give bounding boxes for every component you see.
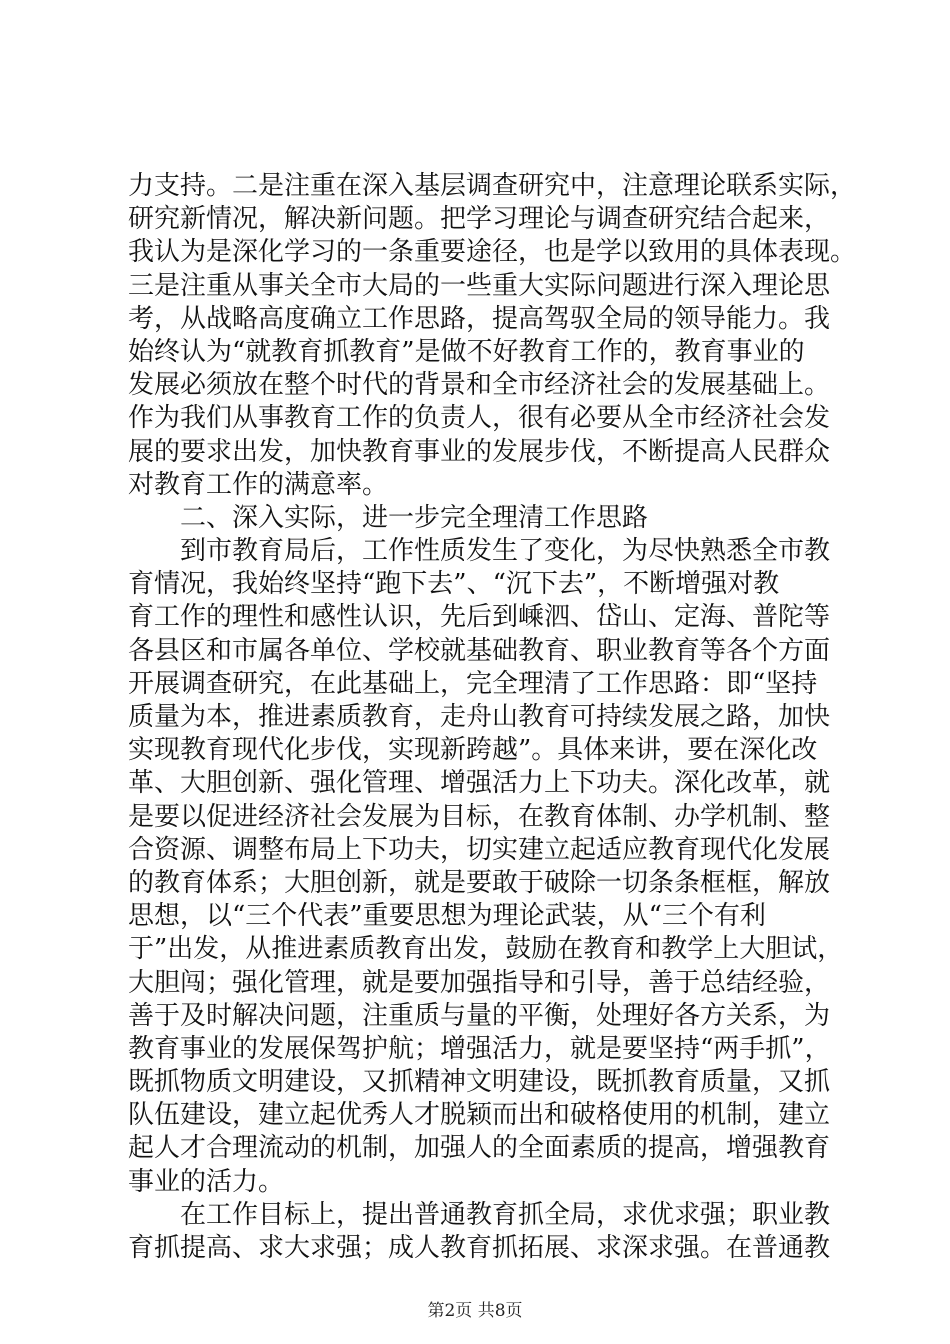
text-line: 研究新情况，解决新问题。把学习理论与调查研究结合起来， [128,204,831,235]
text-line: 三是注重从事关全市大局的一些重大实际问题进行深入理论思 [128,270,831,301]
text-line: 既抓物质文明建设，又抓精神文明建设，既抓教育质量，又抓 [128,1067,831,1098]
text-line: 善于及时解决问题，注重质与量的平衡，处理好各方关系，为 [128,1000,831,1031]
text-line: 考，从战略高度确立工作思路，提高驾驭全局的领导能力。我 [128,303,831,334]
section-heading: 二、深入实际，进一步完全理清工作思路 [128,502,649,533]
text-line: 起人才合理流动的机制，加强人的全面素质的提高，增强教育 [128,1133,831,1164]
text-line: 我认为是深化学习的一条重要途径，也是学以致用的具体表现。 [128,237,857,268]
page-footer: 第2页 共8页 [427,1301,523,1321]
text-line: 育抓提高、求大求强；成人教育抓拓展、求深求强。在普通教 [128,1233,831,1263]
text-line: 始终认为“就教育抓教育”是做不好教育工作的，教育事业的 [128,336,805,367]
text-line: 革、大胆创新、强化管理、增强活力上下功夫。深化改革，就 [128,768,831,799]
text-line: 到市教育局后，工作性质发生了变化，为尽快熟悉全市教 [128,536,831,567]
text-line: 各县区和市属各单位、学校就基础教育、职业教育等各个方面 [128,635,831,666]
text-line: 力支持。二是注重在深入基层调查研究中，注意理论联系实际， [128,171,857,201]
text-line: 展的要求出发，加快教育事业的发展步伐，不断提高人民群众 [128,436,831,467]
text-line: 合资源、调整布局上下功夫，切实建立起适应教育现代化发展 [128,834,831,865]
text-line: 开展调查研究，在此基础上，完全理清了工作思路：即“坚持 [128,668,818,699]
text-line: 的教育体系；大胆创新，就是要敢于破除一切条条框框，解放 [128,867,831,898]
text-line: 发展必须放在整个时代的背景和全市经济社会的发展基础上。 [128,370,831,401]
text-line: 事业的活力。 [128,1166,285,1197]
text-line: 育工作的理性和感性认识，先后到嵊泗、岱山、定海、普陀等 [128,602,831,633]
text-line: 大胆闯；强化管理，就是要加强指导和引导，善于总结经验， [128,967,831,998]
text-line: 是要以促进经济社会发展为目标，在教育体制、办学机制、整 [128,801,831,832]
text-line: 育情况，我始终坚持“跑下去”、“沉下去”，不断增强对教 [128,569,780,600]
text-line: 实现教育现代化步伐，实现新跨越”。具体来讲，要在深化改 [128,735,818,766]
text-line: 于”出发，从推进素质教育出发，鼓励在教育和教学上大胆试， [128,934,844,965]
text-line: 思想，以“三个代表”重要思想为理论武装，从“三个有利 [128,901,766,932]
body-text [128,170,857,1265]
text-line: 对教育工作的满意率。 [128,469,389,500]
text-line: 队伍建设，建立起优秀人才脱颖而出和破格使用的机制，建立 [128,1100,831,1131]
text-line: 作为我们从事教育工作的负责人，很有必要从全市经济社会发 [128,403,831,434]
text-line: 质量为本，推进素质教育，走舟山教育可持续发展之路，加快 [128,702,831,732]
text-line: 教育事业的发展保驾护航；增强活力，就是要坚持“两手抓”， [128,1033,831,1064]
text-line: 在工作目标上，提出普通教育抓全局，求优求强；职业教 [128,1199,831,1230]
